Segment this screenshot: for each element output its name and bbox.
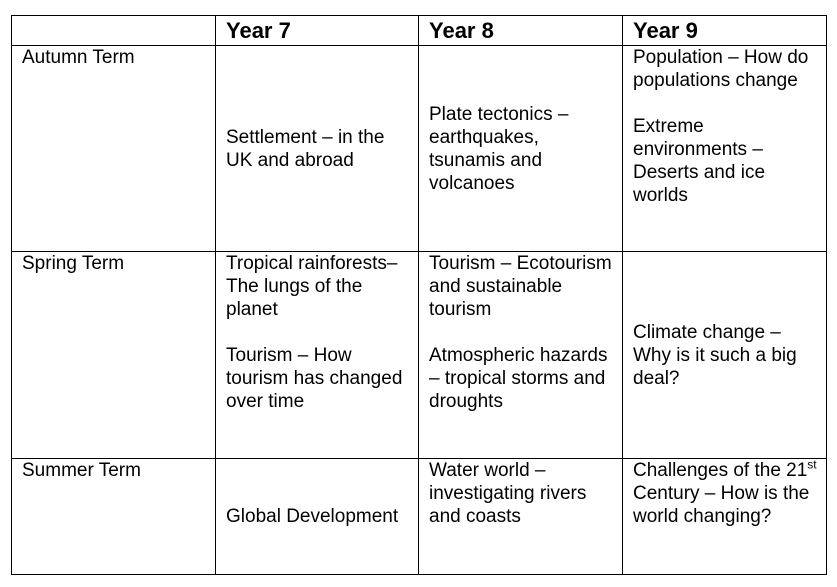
topic-text: Extreme environments – Deserts and ice worlds — [633, 116, 766, 206]
cell-summer-year-8 — [419, 459, 623, 575]
topic-text: Atmospheric hazards – tropical storms and droughts — [429, 345, 608, 412]
header-empty-cell — [12, 16, 216, 46]
topic-text — [633, 459, 818, 528]
topic-text: Plate tectonics – earthquakes, tsunamis and volcanoes — [429, 103, 569, 194]
topic-text: Climate change – Why is it such a big deal? — [633, 321, 797, 389]
term-label-spring: Spring Term — [12, 252, 216, 459]
cell-summer-year-7 — [216, 459, 419, 575]
paragraph-gap — [633, 92, 818, 115]
header-row — [12, 16, 827, 46]
header-year-9: Year 9 — [623, 16, 827, 46]
cell-spring-year-9 — [623, 252, 827, 459]
cell-summer-year-9 — [623, 459, 827, 575]
row-summer — [12, 459, 827, 575]
cell-autumn-year-8 — [419, 46, 623, 252]
topic-text: Global Development — [226, 506, 399, 527]
topic-text: Tourism – Ecotourism and sustainable tourism — [429, 253, 612, 320]
topic-text: Tropical rainforests– The lungs of the planet — [226, 253, 398, 320]
header-year-7: Year 7 — [216, 16, 419, 46]
topic-text: Settlement – in the UK and abroad — [226, 126, 385, 171]
term-label-summer: Summer Term — [12, 459, 216, 575]
cell-autumn-year-7 — [216, 46, 419, 252]
topic-text-part: Challenges of the 21 — [633, 460, 808, 481]
topic-text: Tourism – How tourism has changed over time — [226, 345, 403, 412]
cell-autumn-year-9 — [623, 46, 827, 252]
paragraph-gap — [429, 321, 614, 344]
topic-text: Water world – investigating rivers and coasts — [429, 460, 587, 527]
term-label-autumn: Autumn Term — [12, 46, 216, 252]
row-autumn — [12, 46, 827, 252]
topic-text: Population – How do populations change — [633, 47, 809, 91]
ordinal-suffix: st — [807, 458, 817, 472]
topic-text-part: Century – How is the world changing? — [633, 483, 810, 527]
cell-spring-year-8 — [419, 252, 623, 459]
row-spring — [12, 252, 827, 459]
cell-spring-year-7 — [216, 252, 419, 459]
header-year-8: Year 8 — [419, 16, 623, 46]
paragraph-gap — [226, 321, 410, 344]
curriculum-table — [11, 15, 827, 575]
